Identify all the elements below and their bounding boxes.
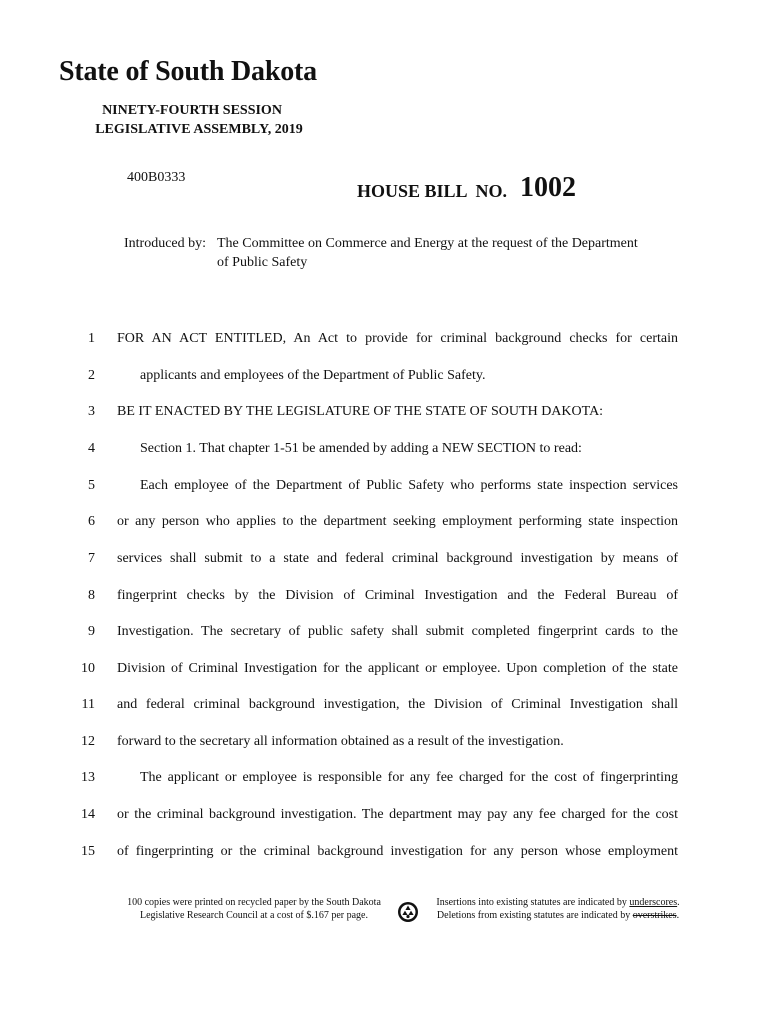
introduced-by-label: Introduced by: bbox=[124, 236, 207, 251]
overstrikes-sample: overstrikes bbox=[632, 910, 677, 921]
line-number: 4 bbox=[88, 441, 95, 456]
line-text: Division of Criminal Investigation for the applicant or employee. Upon completion of the state bbox=[117, 661, 678, 676]
insertions-period: . bbox=[677, 897, 680, 908]
line-text: applicants and employees of the Department of Public Safety. bbox=[140, 368, 486, 383]
bill-number: 1002 bbox=[520, 172, 576, 203]
deletions-period: . bbox=[676, 910, 680, 921]
line-number: 13 bbox=[81, 770, 95, 785]
bill-line bbox=[0, 844, 768, 864]
line-number: 8 bbox=[88, 588, 95, 603]
line-text: or any person who applies to the department seeking employment performing state inspection bbox=[117, 514, 678, 529]
bill-line bbox=[0, 514, 768, 534]
line-number: 15 bbox=[81, 844, 95, 859]
bill-line bbox=[0, 734, 768, 754]
deletions-text: Deletions from existing statutes are indicated by bbox=[436, 910, 633, 921]
footer-print-line-2: Legislative Research Council at a cost of $.167 per page. bbox=[140, 910, 368, 921]
bill-line bbox=[0, 807, 768, 827]
line-text: of fingerprinting or the criminal background investigation for any person whose employment bbox=[117, 844, 678, 859]
line-number: 3 bbox=[88, 404, 95, 419]
underscores-sample: underscores bbox=[629, 897, 678, 908]
introduced-by-line-1: The Committee on Commerce and Energy at the request of the Department bbox=[217, 236, 638, 251]
bill-line bbox=[0, 624, 768, 644]
introduced-by-line-2: of Public Safety bbox=[217, 255, 308, 270]
line-text: services shall submit to a state and federal criminal background investigation by means of bbox=[117, 551, 678, 566]
bill-line bbox=[0, 661, 768, 681]
line-number: 9 bbox=[88, 624, 95, 639]
bill-line bbox=[0, 551, 768, 571]
line-text: fingerprint checks by the Division of Criminal Investigation and the Federal Bureau of bbox=[117, 588, 678, 603]
footer-print-line-1: 100 copies were printed on recycled paper by the South Dakota bbox=[127, 897, 381, 908]
state-title: State of South Dakota bbox=[59, 56, 317, 87]
footer-legend bbox=[432, 896, 684, 922]
line-number: 5 bbox=[88, 478, 95, 493]
bill-line bbox=[0, 441, 768, 461]
line-text: BE IT ENACTED BY THE LEGISLATURE OF THE STATE OF SOUTH DAKOTA: bbox=[117, 404, 604, 419]
line-number: 10 bbox=[81, 661, 95, 676]
insertions-text: Insertions into existing statutes are indicated by bbox=[436, 897, 630, 908]
line-text: Section 1. That chapter 1-51 be amended by adding a NEW SECTION to read: bbox=[140, 441, 582, 456]
footer-legend-insertions bbox=[432, 896, 684, 909]
line-text: The applicant or employee is responsible for any fee charged for the cost of fingerprinting bbox=[140, 770, 678, 785]
line-number: 14 bbox=[81, 807, 95, 822]
line-number: 6 bbox=[88, 514, 95, 529]
line-text: forward to the secretary all information obtained as a result of the investigation. bbox=[117, 734, 564, 749]
line-number: 11 bbox=[81, 697, 95, 712]
bill-line bbox=[0, 478, 768, 498]
footer-print-note bbox=[124, 896, 384, 922]
assembly-heading: LEGISLATIVE ASSEMBLY, 2019 bbox=[95, 122, 303, 137]
bill-line bbox=[0, 368, 768, 388]
bill-label: HOUSE BILL NO. bbox=[357, 181, 508, 201]
footer-legend-deletions bbox=[432, 909, 684, 922]
bill-line bbox=[0, 588, 768, 608]
line-number: 7 bbox=[88, 551, 95, 566]
line-number: 2 bbox=[88, 368, 95, 383]
bill-code: 400B0333 bbox=[127, 170, 186, 185]
bill-line bbox=[0, 404, 768, 424]
bill-line bbox=[0, 331, 768, 351]
bill-line bbox=[0, 770, 768, 790]
line-text: FOR AN ACT ENTITLED, An Act to provide for criminal background checks for certain bbox=[117, 331, 678, 346]
line-text: and federal criminal background investigation, the Division of Criminal Investigation shall bbox=[117, 697, 678, 712]
line-number: 12 bbox=[81, 734, 95, 749]
line-text: Each employee of the Department of Public Safety who performs state inspection services bbox=[140, 478, 678, 493]
line-text: Investigation. The secretary of public safety shall submit completed fingerprint cards to the bbox=[117, 624, 678, 639]
recycle-icon bbox=[397, 901, 419, 923]
line-number: 1 bbox=[88, 331, 95, 346]
line-text: or the criminal background investigation. The department may pay any fee charged for the cost bbox=[117, 807, 678, 822]
bill-line bbox=[0, 697, 768, 717]
session-heading: NINETY-FOURTH SESSION bbox=[102, 103, 282, 118]
